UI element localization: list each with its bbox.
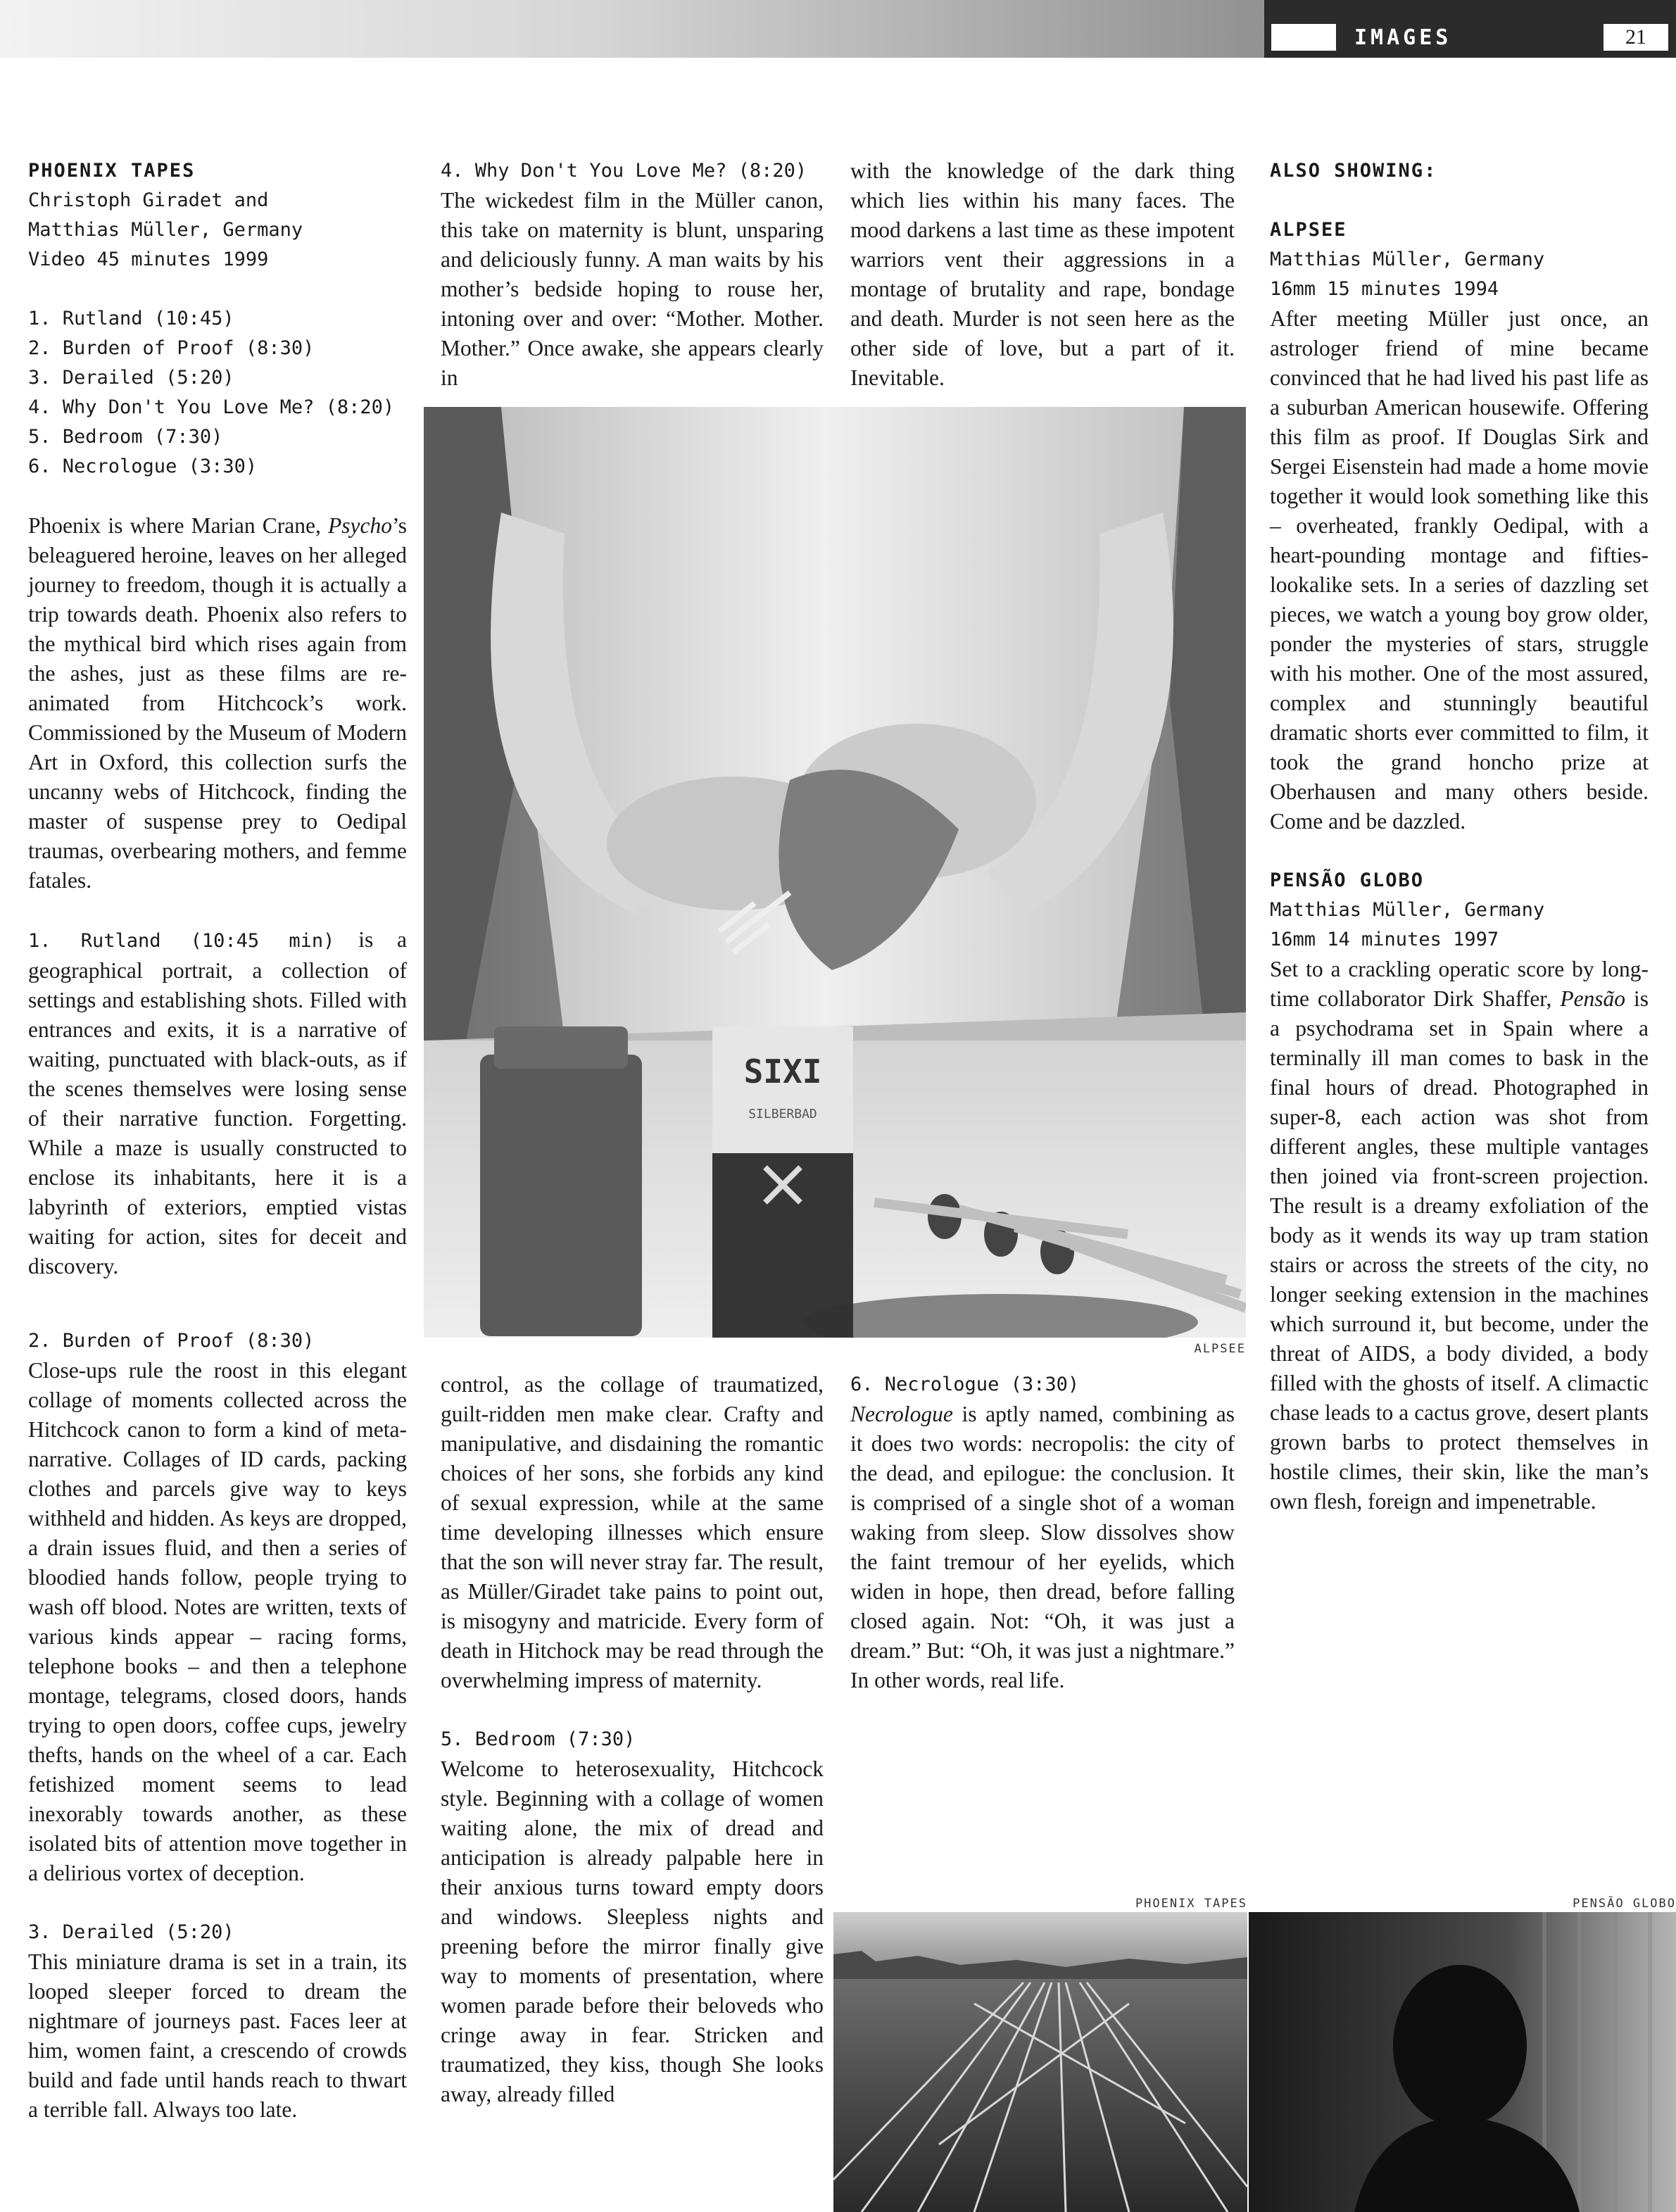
phoenix-intro: Phoenix is where Marian Crane, Psycho’s beleaguered heroine, leaves on her alleged journey to freedom, though it is actually a trip towards death. Phoenix also refers to the mythical bird which rises again from the ashes, just as these films are re-animated from Hitchcock’s work. Commissioned by the Museum of Modern Art in Oxford, this collection surfs the uncanny webs of Hitchcock, finding the master of suspense prey to Oedipal traumas, overbearing mothers, and femme fatales. (28, 513, 407, 893)
page-number: 21 (1603, 24, 1668, 51)
alpsee-credit-2: 16mm 15 minutes 1994 (1270, 278, 1499, 300)
column-2-bottom (441, 1370, 824, 2109)
track-item: 6. Necrologue (3:30) (28, 455, 258, 477)
alpsee-credit-1: Matthias Müller, Germany (1270, 249, 1545, 270)
railway-tracks-art (833, 1912, 1247, 2212)
alpsee-caption: ALPSEE (1194, 1342, 1246, 1356)
track-item: 2. Burden of Proof (8:30) (28, 337, 315, 359)
derailed-heading: 3. Derailed (5:20) (28, 1921, 234, 1943)
rutland-paragraph: 1. Rutland (10:45 min) is a geographical portrait, a collection of settings and establishing shots. Filled with entrances and exits, it is a narrative of waiting, punctuated with black-outs, as if the scenes themselves were losing sense of their narrative function. Forgetting. While a maze is usually constructed to enclose its inhabitants, here it is a labyrinth of exteriors, emptied vistas waiting for action, sites for deceit and discovery. (28, 927, 407, 1278)
alpsee-photo-art (424, 407, 1246, 1338)
why-continued-paragraph: with the knowledge of the dark thing which lies within his many faces. The mood darkens a last time as these impotent warriors vent their aggressions in a montage of brutality and rape, bondage and death. Murder is not seen here as the other side of love, but a part of it. Inevitable. (850, 158, 1235, 390)
track-item: 5. Bedroom (7:30) (28, 426, 223, 448)
rutland-heading: 1. Rutland (10:45 min) (28, 930, 335, 952)
window-silhouette-art (1249, 1912, 1676, 2212)
bedroom-paragraph: Welcome to heterosexuality, Hitchcock style. Beginning with a collage of women waiting alone, the mix of dread and anticipation is already palpable here in their anxious turns toward empty doors and windows. Sleepless nights and preening before the mirror finally give way to moments of presentation, where women parade before their beloveds who cringe away in fear. Stricken and traumatized, they kiss, though She looks away, already filled (441, 1757, 824, 2106)
pensao-photo (1249, 1912, 1676, 2212)
necro-paragraph: Necrologue is aptly named, combining as it does two words: necropolis: the city of the dead, and epilogue: the conclusion. It is comprised of a single shot of a woman waking from sleep. Slow dissolves show the faint tremour of her eyelids, which widen in hope, then dread, before falling closed again. Not: “Oh, it was just a dream.” But: “Oh, it was just a nightmare.” In other words, real life. (850, 1402, 1235, 1692)
phoenix-title: PHOENIX TAPES (28, 160, 196, 182)
section-title: IMAGES (1354, 25, 1452, 50)
control-paragraph: control, as the collage of traumatized, guilt-ridden men make clear. Crafty and manipulative, and disdaining the romantic choices of her sons, she forbids any kind of sexual expression, while at the same time developing illnesses which ensure that the son will never stray far. The result, as Müller/Giradet take pains to point out, is misogyny and matricide. Every form of death in Hitchock may be read through the overwhelming impress of maternity. (441, 1372, 824, 1692)
alpsee-paragraph: After meeting Müller just once, an astrologer friend of mine became convinced that he had lived his past life as a suburban American housewife. Offering this film as proof. If Douglas Sirk and Sergei Eisenstein had made a home movie together it would look something like this – overheated, frankly Oedipal, with a heart-pounding montage and fifties-lookalike sets. In a series of dazzling set pieces, we watch a young boy grow older, ponder the mysteries of stars, struggle with his mother. One of the most assured, complex and stunningly beautiful dramatic shorts ever committed to film, it took the grand honcho prize at Oberhausen and many others beside. Come and be dazzled. (1270, 306, 1649, 834)
column-2-top (441, 156, 824, 393)
derailed-paragraph: This miniature drama is set in a train, its looped sleeper forced to dream the nightmare of journeys past. Faces leer at him, women faint, a crescendo of crowds build and fade until hands reach to thwart a terrible fall. Always too late. (28, 1949, 407, 2122)
track-item: 1. Rutland (10:45) (28, 308, 234, 329)
tin-label: SIXI (743, 1052, 822, 1091)
alpsee-title: ALPSEE (1270, 219, 1347, 241)
pensao-title: PENSÃO GLOBO (1270, 869, 1425, 891)
column-3-bottom (850, 1370, 1235, 1695)
phoenix-tracks-photo (833, 1912, 1247, 2212)
header-marker-box (1271, 24, 1336, 51)
why-heading: 4. Why Don't You Love Me? (8:20) (441, 160, 807, 182)
pensao-caption: PENSÃO GLOBO (1573, 1897, 1676, 1911)
tin-sublabel: SILBERBAD (748, 1107, 817, 1121)
column-3-top (850, 156, 1235, 393)
track-item: 3. Derailed (5:20) (28, 367, 234, 389)
pensao-credit-2: 16mm 14 minutes 1997 (1270, 929, 1499, 950)
column-4 (1270, 156, 1649, 1516)
alpsee-photo (424, 407, 1246, 1338)
track-list (28, 304, 407, 482)
also-showing-heading: ALSO SHOWING: (1270, 160, 1437, 182)
phoenix-tracks-caption: PHOENIX TAPES (1135, 1897, 1247, 1911)
burden-heading: 2. Burden of Proof (8:30) (28, 1330, 315, 1352)
track-item: 4. Why Don't You Love Me? (8:20) (28, 396, 395, 418)
phoenix-credit-1: Christoph Giradet and (28, 189, 269, 211)
burden-paragraph: Close-ups rule the roost in this elegant collage of moments collected across the Hitchcock canon to form a kind of meta-narrative. Collages of ID cards, packing clothes and parcels give way to keys withheld and hidden. As keys are dropped, a drain issues fluid, and then a series of bloodied hands follow, people trying to wash off blood. Notes are written, texts of various kinds appear – racing forms, telephone books – and then a telephone montage, telegrams, closed doors, hands trying to open doors, coffee cups, jewelry thefts, hands on the wheel of a car. Each fetishized moment seems to lead inexorably towards another, as these isolated bits of attention move together in a delirious vortex of deception. (28, 1358, 407, 1885)
necro-heading: 6. Necrologue (3:30) (850, 1374, 1080, 1395)
phoenix-credit-2: Matthias Müller, Germany (28, 219, 303, 241)
phoenix-credit-3: Video 45 minutes 1999 (28, 249, 269, 270)
bedroom-heading: 5. Bedroom (7:30) (441, 1728, 636, 1750)
why-paragraph: The wickedest film in the Müller canon, this take on maternity is blunt, unsparing and deliciously funny. A man waits by his mother’s bedside hoping to rouse her, intoning over and over: “Mother. Mother. Mother.” Once awake, she appears clearly in (441, 188, 824, 390)
column-1 (28, 156, 407, 2125)
pensao-credit-1: Matthias Müller, Germany (1270, 899, 1545, 921)
pensao-paragraph: Set to a crackling operatic score by long-time collaborator Dirk Shaffer, Pensão is a psychodrama set in Spain where a terminally ill man comes to bask in the final hours of dread. Photographed in super-8, each action was shot from different angles, these multiple vantages then joined via front-screen projection. The result is a dreamy exfoliation of the body as it wends its way up tram station stairs or across the streets of the city, no longer seeking extension in the machines which surround it, but become, under the threat of AIDS, a body divided, a body filled with the ghosts of itself. A climactic chase leads to a cactus grove, desert plants grown barbs to protect themselves in hostile climes, their skin, like the man’s own flesh, foreign and impenetrable. (1270, 957, 1649, 1514)
